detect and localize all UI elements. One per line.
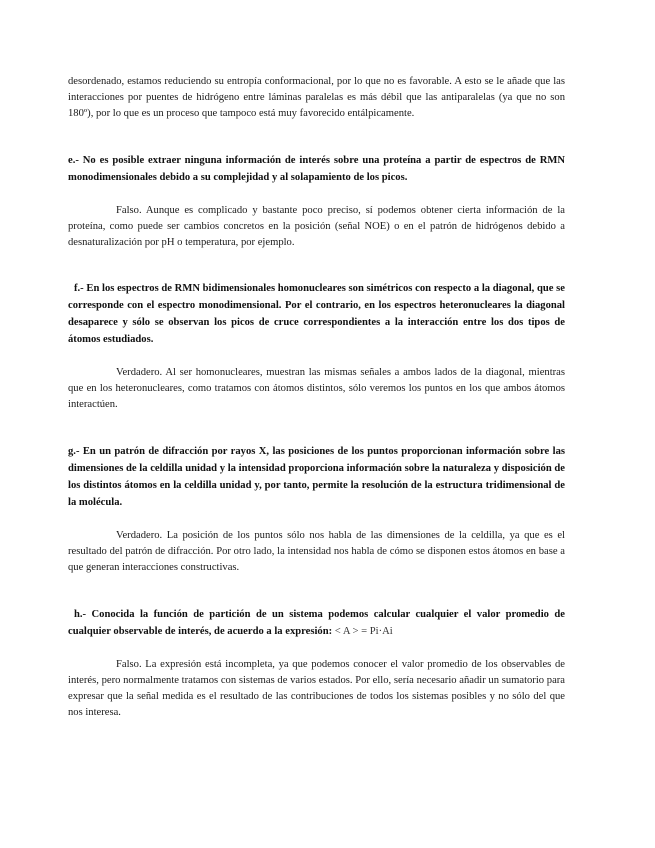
intro-paragraph: desordenado, estamos reduciendo su entropía conformacional, por lo que no es favorable. A esto se le añade que las interacciones por puentes de hidrógeno entre láminas paralelas es más débil que las antiparalelas (ya que no son 180º), por lo que es un proceso que tampoco está muy favorecido entálpicamente. — [68, 76, 565, 119]
answer-g: Verdadero. La posición de los puntos sólo nos habla de las dimensiones de la celdilla, ya que es el resultado del patrón de difracción. Por otro lado, la intensidad nos habla de cómo se disponen estos átomos en base a que generan interacciones constructivas. — [68, 530, 565, 573]
statement-e: e.- No es posible extraer ninguna información de interés sobre una proteína a partir de espectros de RMN monodimensionales debido a su complejidad y al solapamiento de los picos. — [68, 154, 565, 183]
statement-h-text: h.- Conocida la función de partición de un sistema podemos calcular cualquier el valor promedio de cualquier observable de interés, de acuerdo a la expresión: — [68, 608, 565, 637]
statement-h — [68, 606, 565, 640]
answer-h: Falso. La expresión está incompleta, ya que podemos conocer el valor promedio de los observables de interés, pero normalmente tratamos con sistemas de varios estados. Por ello, sería necesario añadir un sumatorio para expresar que la señal medida es el resultado de las contribuciones de todos los sistemas posibles y no sólo del que nos interesa. — [68, 658, 565, 718]
statement-f: f.- En los espectros de RMN bidimensionales homonucleares son simétricos con respecto a la diagonal, que se corresponde con el espectro monodimensional. Por el contrario, en los espectros heteronucleares la diagonal desaparece y sólo se observan los picos de cruce correspondientes a la interacción entre los dos tipos de átomos estudiados. — [68, 283, 565, 346]
answer-e: Falso. Aunque es complicado y bastante poco preciso, sí podemos obtener cierta información de la proteína, como puede ser cambios concretos en la posición (señal NOE) o en el patrón de hidrógenos debido a desnaturalización por pH o temperatura, por ejemplo. — [68, 204, 565, 248]
expectation-formula: < A > = Pi·Ai — [334, 625, 393, 637]
statement-g: g.- En un patrón de difracción por rayos X, las posiciones de los puntos proporcionan información sobre las dimensiones de la celdilla unidad y la intensidad proporciona información sobre la naturaleza y disposición de los distintos átomos en la celdilla unidad y, por tanto, permite la resolución de la estructura tridimensional de la molécula. — [68, 446, 565, 509]
answer-f: Verdadero. Al ser homonucleares, muestran las mismas señales a ambos lados de la diagonal, mientras que en los heteronucleares, como tratamos con átomos distintos, sólo veremos los puntos en los que ambos átomos interactúen. — [68, 367, 565, 411]
